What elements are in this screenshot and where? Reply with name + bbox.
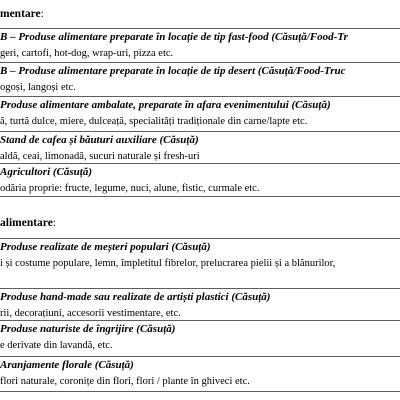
category-description: geri, cartofi, hot-dog, wrap-uri, pizza etc.	[0, 48, 174, 59]
section-heading-food-label: mentare	[0, 8, 41, 20]
category-row	[0, 288, 400, 320]
category-title: Produse naturiste de îngrijire (Căsuță)	[0, 323, 176, 335]
category-description: ogoși, langoși etc.	[0, 82, 76, 93]
category-title: Produse alimentare ambalate, preparate în afara evenimentului (Căsuță)	[0, 99, 331, 111]
category-title: Produse hand-made sau realizate de artiști plastici (Căsuță)	[0, 291, 271, 303]
category-row	[0, 238, 400, 273]
category-row	[0, 320, 400, 354]
category-title: B – Produse alimentare preparate în locație de tip fast-food (Căsuță/Food-Tr	[0, 31, 348, 43]
category-row	[0, 163, 400, 197]
section-heading-food	[0, 8, 44, 20]
category-title: B – Produse alimentare preparate în locație de tip desert (Căsuță/Food-Truc	[0, 65, 346, 77]
category-title: Agricultori (Căsuță)	[0, 166, 92, 178]
section-heading-nonfood-label: alimentare	[0, 217, 53, 229]
category-row	[0, 62, 400, 96]
category-row	[0, 96, 400, 131]
category-row	[0, 356, 400, 392]
category-description: flori naturale, coronițe din flori, flori / plante în ghiveci etc.	[0, 376, 250, 387]
category-description: i și costume populare, lemn, împletitul fibrelor, prelucrarea pielii și a blănurilor,	[0, 258, 336, 269]
category-description: ă, turtă dulce, miere, dulceață, specialități tradiționale din carne/lapte etc.	[0, 116, 308, 127]
category-row	[0, 28, 400, 62]
category-row	[0, 131, 400, 163]
category-description: aldă, ceai, limonadă, sucuri naturale și fresh-uri	[0, 151, 200, 162]
section-heading-food-colon: :	[40, 8, 44, 20]
category-title: Produse realizate de meșteri populari (Căsuță)	[0, 241, 211, 253]
category-description: odăria proprie: fructe, legume, nuci, alune, fistic, curmale etc.	[0, 183, 260, 194]
section-heading-nonfood	[0, 217, 56, 229]
section-heading-nonfood-colon: :	[52, 217, 57, 229]
category-description: e derivate din lavandă, etc.	[0, 340, 113, 351]
category-title: Aranjamente florale (Căsuță)	[0, 359, 134, 371]
category-description: rii, decorațiuni, accesorii vestimentare, etc.	[0, 308, 181, 319]
category-title: Stand de cafea și băuturi auxiliare (Căsuță)	[0, 134, 199, 146]
